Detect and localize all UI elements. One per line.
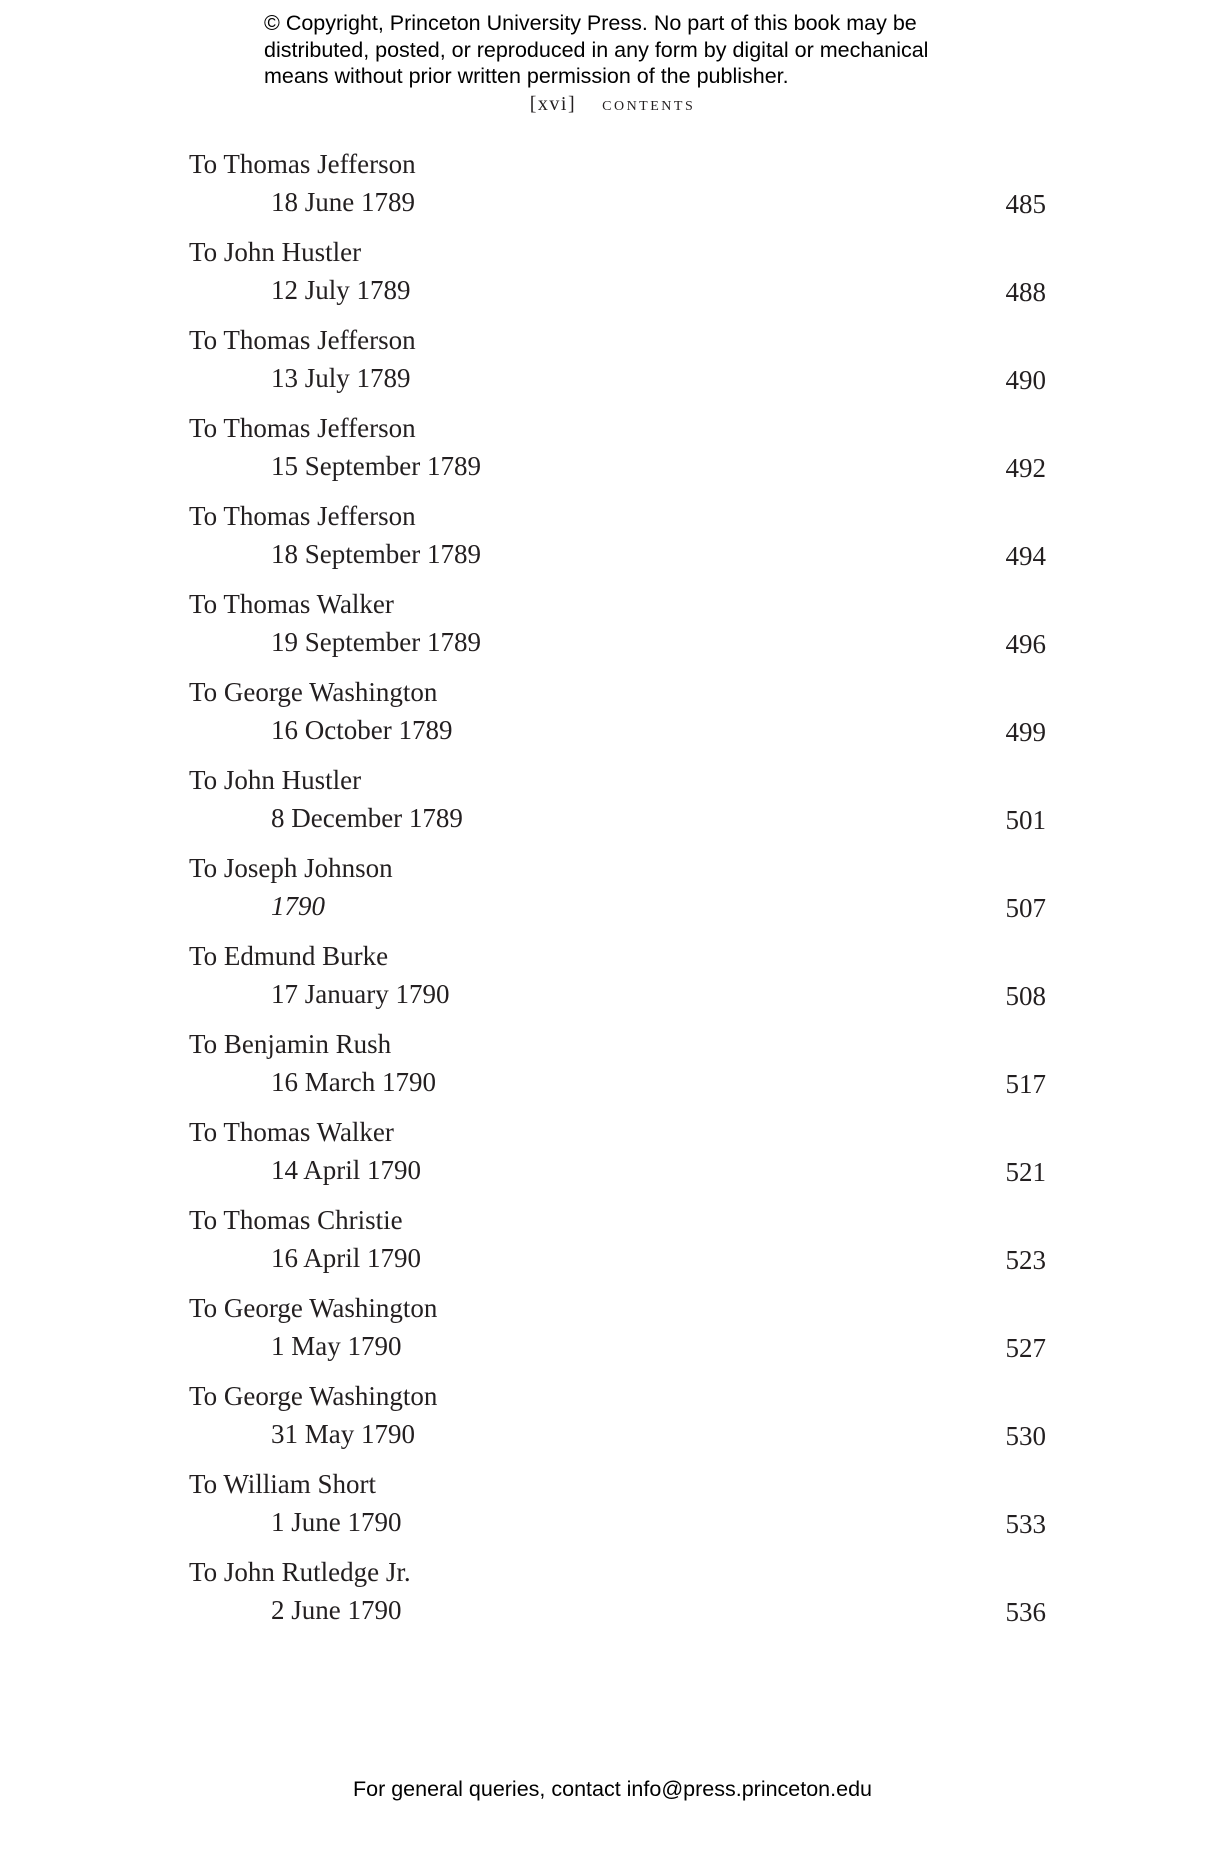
entry-date: 13 July 1789	[271, 363, 411, 393]
entry-date: 15 September 1789	[271, 451, 481, 481]
toc-entry	[189, 586, 1046, 674]
entry-recipient: To Thomas Jefferson	[189, 413, 416, 443]
entry-recipient: To George Washington	[189, 1293, 438, 1323]
entry-page-number: 521	[1005, 1157, 1046, 1187]
footer-contact: For general queries, contact info@press.princeton.edu	[352, 1777, 872, 1801]
entry-recipient: To Thomas Jefferson	[189, 325, 416, 355]
copyright-notice	[264, 10, 984, 90]
copyright-line: distributed, posted, or reproduced in any form by digital or mechanical	[264, 37, 929, 62]
toc-entry	[189, 674, 1046, 762]
entry-recipient: To Joseph Johnson	[189, 853, 393, 883]
entry-page-number: 523	[1005, 1245, 1046, 1275]
entry-recipient: To Thomas Walker	[189, 1117, 394, 1147]
entry-recipient: To John Hustler	[189, 237, 362, 267]
entry-date: 1790	[271, 891, 325, 921]
entry-date: 31 May 1790	[271, 1419, 415, 1449]
entry-page-number: 501	[1005, 805, 1046, 835]
contents-list	[189, 146, 1046, 1642]
entry-recipient: To George Washington	[189, 1381, 438, 1411]
toc-entry	[189, 322, 1046, 410]
entry-recipient: To George Washington	[189, 677, 438, 707]
entry-recipient: To John Hustler	[189, 765, 362, 795]
entry-date: 16 October 1789	[271, 715, 453, 745]
entry-date: 14 April 1790	[271, 1155, 422, 1185]
toc-entry	[189, 762, 1046, 850]
copyright-line: © Copyright, Princeton University Press. No part of this book may be	[264, 11, 917, 35]
toc-entry	[189, 850, 1046, 938]
running-head	[0, 93, 1225, 116]
toc-entry	[189, 1114, 1046, 1202]
entry-page-number: 499	[1005, 717, 1046, 747]
entry-date: 8 December 1789	[271, 803, 463, 833]
entry-date: 12 July 1789	[271, 275, 411, 305]
entry-recipient: To Thomas Jefferson	[189, 501, 416, 531]
entry-recipient: To Edmund Burke	[189, 941, 389, 971]
toc-entry	[189, 1554, 1046, 1642]
entry-date: 18 June 1789	[271, 187, 415, 217]
entry-date: 1 May 1790	[271, 1331, 402, 1361]
entry-date: 16 March 1790	[271, 1067, 436, 1097]
entry-recipient: To William Short	[189, 1469, 377, 1499]
toc-entry	[189, 410, 1046, 498]
section-title: contents	[602, 93, 696, 115]
entry-recipient: To Thomas Jefferson	[189, 149, 416, 179]
toc-entry	[189, 1466, 1046, 1554]
toc-entry	[189, 1026, 1046, 1114]
toc-entry	[189, 498, 1046, 586]
entry-page-number: 490	[1005, 365, 1046, 395]
entry-date: 16 April 1790	[271, 1243, 422, 1273]
entry-recipient: To Benjamin Rush	[189, 1029, 392, 1059]
entry-page-number: 488	[1005, 277, 1046, 307]
entry-date: 1 June 1790	[271, 1507, 402, 1537]
entry-page-number: 496	[1005, 629, 1046, 659]
entry-page-number: 494	[1005, 541, 1046, 571]
entry-recipient: To Thomas Walker	[189, 589, 394, 619]
entry-date: 18 September 1789	[271, 539, 481, 569]
toc-entry	[189, 938, 1046, 1026]
entry-date: 17 January 1790	[271, 979, 450, 1009]
toc-entry	[189, 1290, 1046, 1378]
toc-entry	[189, 146, 1046, 234]
toc-entry	[189, 1202, 1046, 1290]
entry-page-number: 508	[1005, 981, 1046, 1011]
toc-entry	[189, 1378, 1046, 1466]
entry-recipient: To Thomas Christie	[189, 1205, 403, 1235]
entry-page-number: 492	[1005, 453, 1046, 483]
entry-page-number: 527	[1005, 1333, 1046, 1363]
entry-page-number: 517	[1005, 1069, 1046, 1099]
toc-entry	[189, 234, 1046, 322]
page-folio: [xvi]	[529, 93, 577, 115]
entry-page-number: 507	[1005, 893, 1046, 923]
entry-page-number: 533	[1005, 1509, 1046, 1539]
entry-date: 2 June 1790	[271, 1595, 402, 1625]
entry-date: 19 September 1789	[271, 627, 481, 657]
entry-page-number: 530	[1005, 1421, 1046, 1451]
entry-page-number: 536	[1005, 1597, 1046, 1627]
entry-recipient: To John Rutledge Jr.	[189, 1557, 411, 1587]
entry-page-number: 485	[1005, 189, 1046, 219]
copyright-line: means without prior written permission of the publisher.	[264, 64, 789, 88]
